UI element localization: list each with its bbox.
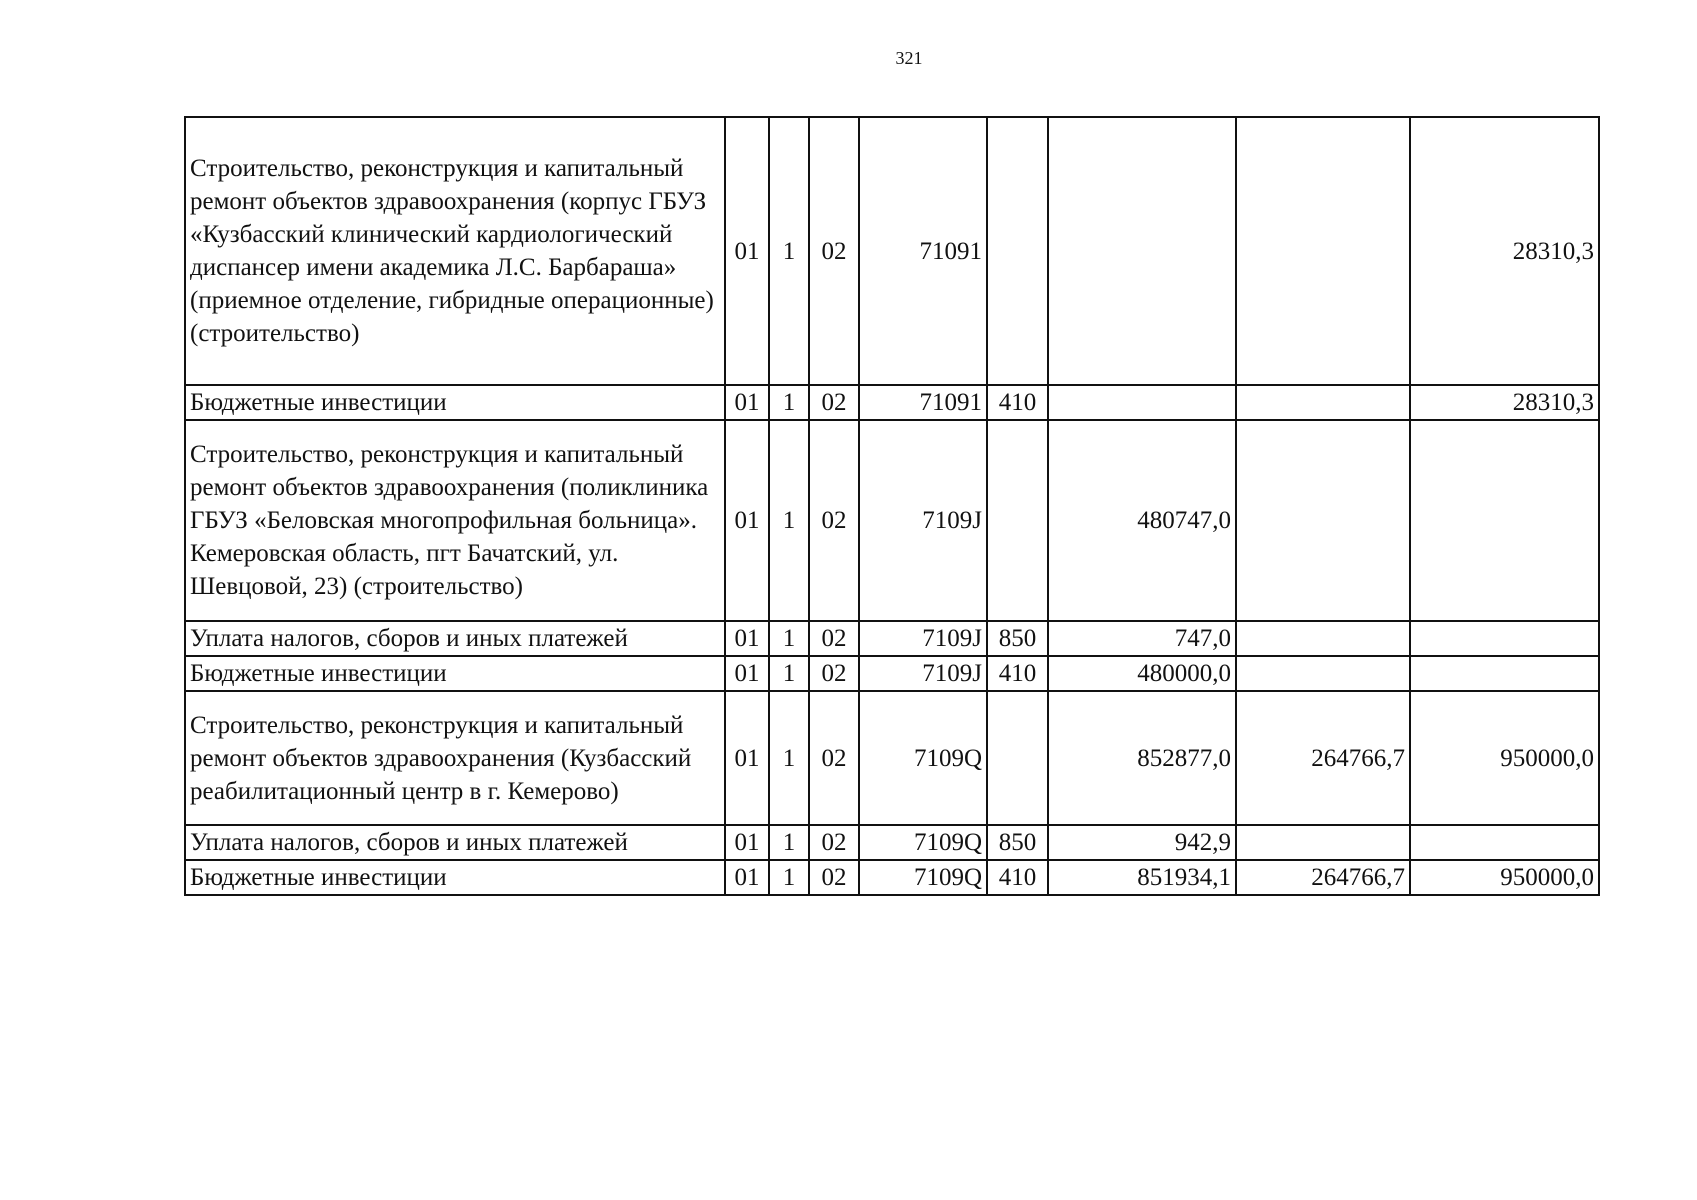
- direction-code-cell: 7109J: [859, 621, 987, 656]
- amount-year-1-cell: 942,9: [1048, 825, 1236, 860]
- row-name-cell: Бюджетные инвестиции: [185, 385, 725, 420]
- direction-code-cell: 71091: [859, 117, 987, 385]
- amount-year-2-cell: [1236, 420, 1410, 621]
- amount-year-3-cell: 950000,0: [1410, 860, 1599, 895]
- program-code-cell: 01: [725, 691, 769, 825]
- row-name-cell: Бюджетные инвестиции: [185, 656, 725, 691]
- amount-year-3-cell: 28310,3: [1410, 385, 1599, 420]
- budget-table: [184, 116, 1600, 896]
- subprogram-code-cell: 1: [769, 860, 809, 895]
- amount-year-1-cell: 480747,0: [1048, 420, 1236, 621]
- direction-code-cell: 7109Q: [859, 691, 987, 825]
- amount-year-3-cell: 950000,0: [1410, 691, 1599, 825]
- group-code-cell: 02: [809, 117, 859, 385]
- amount-year-1-cell: [1048, 385, 1236, 420]
- expense-type-cell: 850: [987, 621, 1048, 656]
- expense-type-cell: [987, 420, 1048, 621]
- amount-year-2-cell: [1236, 385, 1410, 420]
- amount-year-2-cell: [1236, 656, 1410, 691]
- row-name-cell: Уплата налогов, сборов и иных платежей: [185, 621, 725, 656]
- direction-code-cell: 7109J: [859, 656, 987, 691]
- program-code-cell: 01: [725, 825, 769, 860]
- row-name-cell: Строительство, реконструкция и капитальный ремонт объектов здравоохранения (корпус ГБУЗ «Кузбасский клинический кардиологический диспансер имени академика Л.С. Барбараша» (приемное отделение, гибридные операционные) (строительство): [185, 117, 725, 385]
- table-row: [185, 420, 1599, 621]
- amount-year-3-cell: [1410, 656, 1599, 691]
- row-name-cell: Уплата налогов, сборов и иных платежей: [185, 825, 725, 860]
- subprogram-code-cell: 1: [769, 656, 809, 691]
- table-row: [185, 860, 1599, 895]
- amount-year-3-cell: [1410, 825, 1599, 860]
- row-name-cell: Строительство, реконструкция и капитальный ремонт объектов здравоохранения (Кузбасский реабилитационный центр в г. Кемерово): [185, 691, 725, 825]
- group-code-cell: 02: [809, 621, 859, 656]
- subprogram-code-cell: 1: [769, 825, 809, 860]
- amount-year-3-cell: [1410, 621, 1599, 656]
- table-row: [185, 825, 1599, 860]
- program-code-cell: 01: [725, 117, 769, 385]
- amount-year-3-cell: [1410, 420, 1599, 621]
- amount-year-2-cell: [1236, 825, 1410, 860]
- table-row: [185, 385, 1599, 420]
- group-code-cell: 02: [809, 420, 859, 621]
- expense-type-cell: 850: [987, 825, 1048, 860]
- program-code-cell: 01: [725, 385, 769, 420]
- subprogram-code-cell: 1: [769, 420, 809, 621]
- amount-year-1-cell: 480000,0: [1048, 656, 1236, 691]
- amount-year-2-cell: 264766,7: [1236, 860, 1410, 895]
- table-row: [185, 656, 1599, 691]
- table-row: [185, 117, 1599, 385]
- group-code-cell: 02: [809, 385, 859, 420]
- direction-code-cell: 7109Q: [859, 825, 987, 860]
- subprogram-code-cell: 1: [769, 621, 809, 656]
- row-name-cell: Бюджетные инвестиции: [185, 860, 725, 895]
- expense-type-cell: 410: [987, 860, 1048, 895]
- direction-code-cell: 71091: [859, 385, 987, 420]
- expense-type-cell: 410: [987, 385, 1048, 420]
- amount-year-1-cell: 851934,1: [1048, 860, 1236, 895]
- program-code-cell: 01: [725, 860, 769, 895]
- table-row: [185, 621, 1599, 656]
- amount-year-2-cell: [1236, 117, 1410, 385]
- group-code-cell: 02: [809, 825, 859, 860]
- table-row: [185, 691, 1599, 825]
- group-code-cell: 02: [809, 656, 859, 691]
- amount-year-1-cell: [1048, 117, 1236, 385]
- expense-type-cell: 410: [987, 656, 1048, 691]
- amount-year-1-cell: 852877,0: [1048, 691, 1236, 825]
- amount-year-3-cell: 28310,3: [1410, 117, 1599, 385]
- program-code-cell: 01: [725, 621, 769, 656]
- group-code-cell: 02: [809, 691, 859, 825]
- subprogram-code-cell: 1: [769, 385, 809, 420]
- amount-year-2-cell: [1236, 621, 1410, 656]
- page-number: 321: [895, 48, 923, 68]
- amount-year-2-cell: 264766,7: [1236, 691, 1410, 825]
- program-code-cell: 01: [725, 656, 769, 691]
- amount-year-1-cell: 747,0: [1048, 621, 1236, 656]
- expense-type-cell: [987, 117, 1048, 385]
- group-code-cell: 02: [809, 860, 859, 895]
- direction-code-cell: 7109J: [859, 420, 987, 621]
- subprogram-code-cell: 1: [769, 691, 809, 825]
- program-code-cell: 01: [725, 420, 769, 621]
- row-name-cell: Строительство, реконструкция и капитальный ремонт объектов здравоохранения (поликлиника ГБУЗ «Беловская многопрофильная больница». Кемеровская область, пгт Бачатский, ул. Шевцовой, 23) (строительство): [185, 420, 725, 621]
- expense-type-cell: [987, 691, 1048, 825]
- subprogram-code-cell: 1: [769, 117, 809, 385]
- direction-code-cell: 7109Q: [859, 860, 987, 895]
